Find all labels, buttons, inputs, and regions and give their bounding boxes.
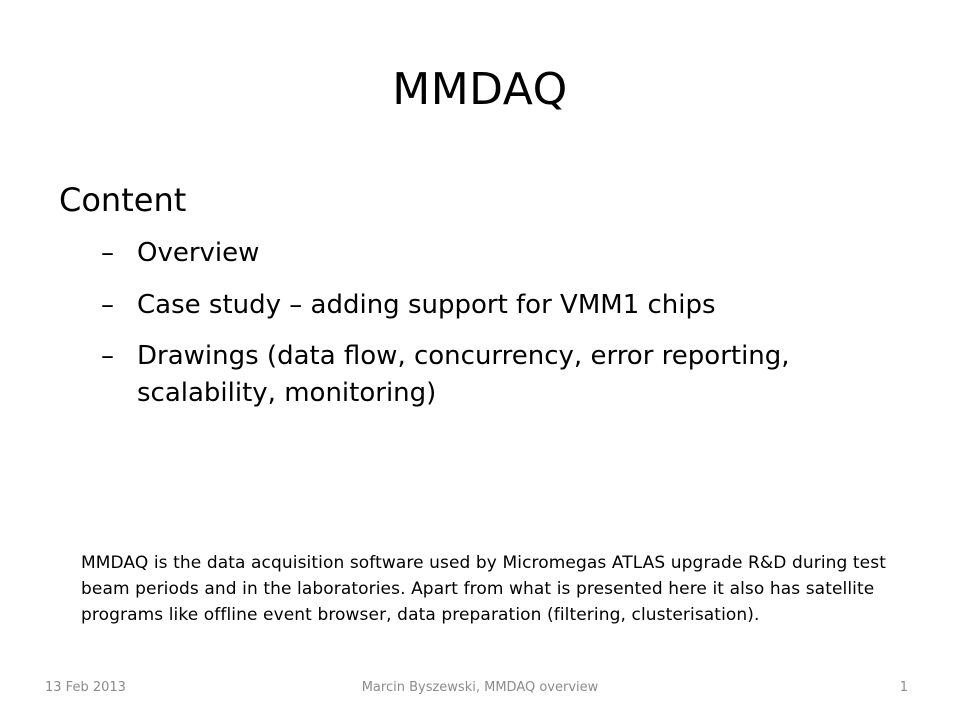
footer-page-number: 1 — [899, 680, 908, 695]
footer-author-title: Marcin Byszewski, MMDAQ overview — [361, 680, 599, 695]
bullet-item-overview — [101, 234, 901, 272]
bullet-list — [101, 234, 901, 426]
bullet-text: Drawings (data flow, concurrency, error reporting, scalability, monitoring) — [137, 341, 790, 408]
bullet-dash: – — [101, 238, 114, 268]
footer-date: 13 Feb 2013 — [45, 680, 126, 695]
bullet-text: Case study – adding support for VMM1 chips — [137, 290, 716, 320]
bullet-dash: – — [101, 290, 114, 320]
slide-title: MMDAQ — [392, 64, 568, 115]
bullet-text: Overview — [137, 238, 260, 268]
content-heading: Content — [59, 181, 187, 219]
bullet-item-drawings — [101, 338, 901, 412]
description-text: MMDAQ is the data acquisition software used by Micromegas ATLAS upgrade R&D during test beam periods and in the laboratories. Apart from what is presented here it also has satellite programs like offline event browser, data preparation (filtering, clusterisation). — [81, 553, 886, 625]
bullet-item-case-study — [101, 286, 901, 324]
bullet-dash: – — [101, 341, 114, 371]
